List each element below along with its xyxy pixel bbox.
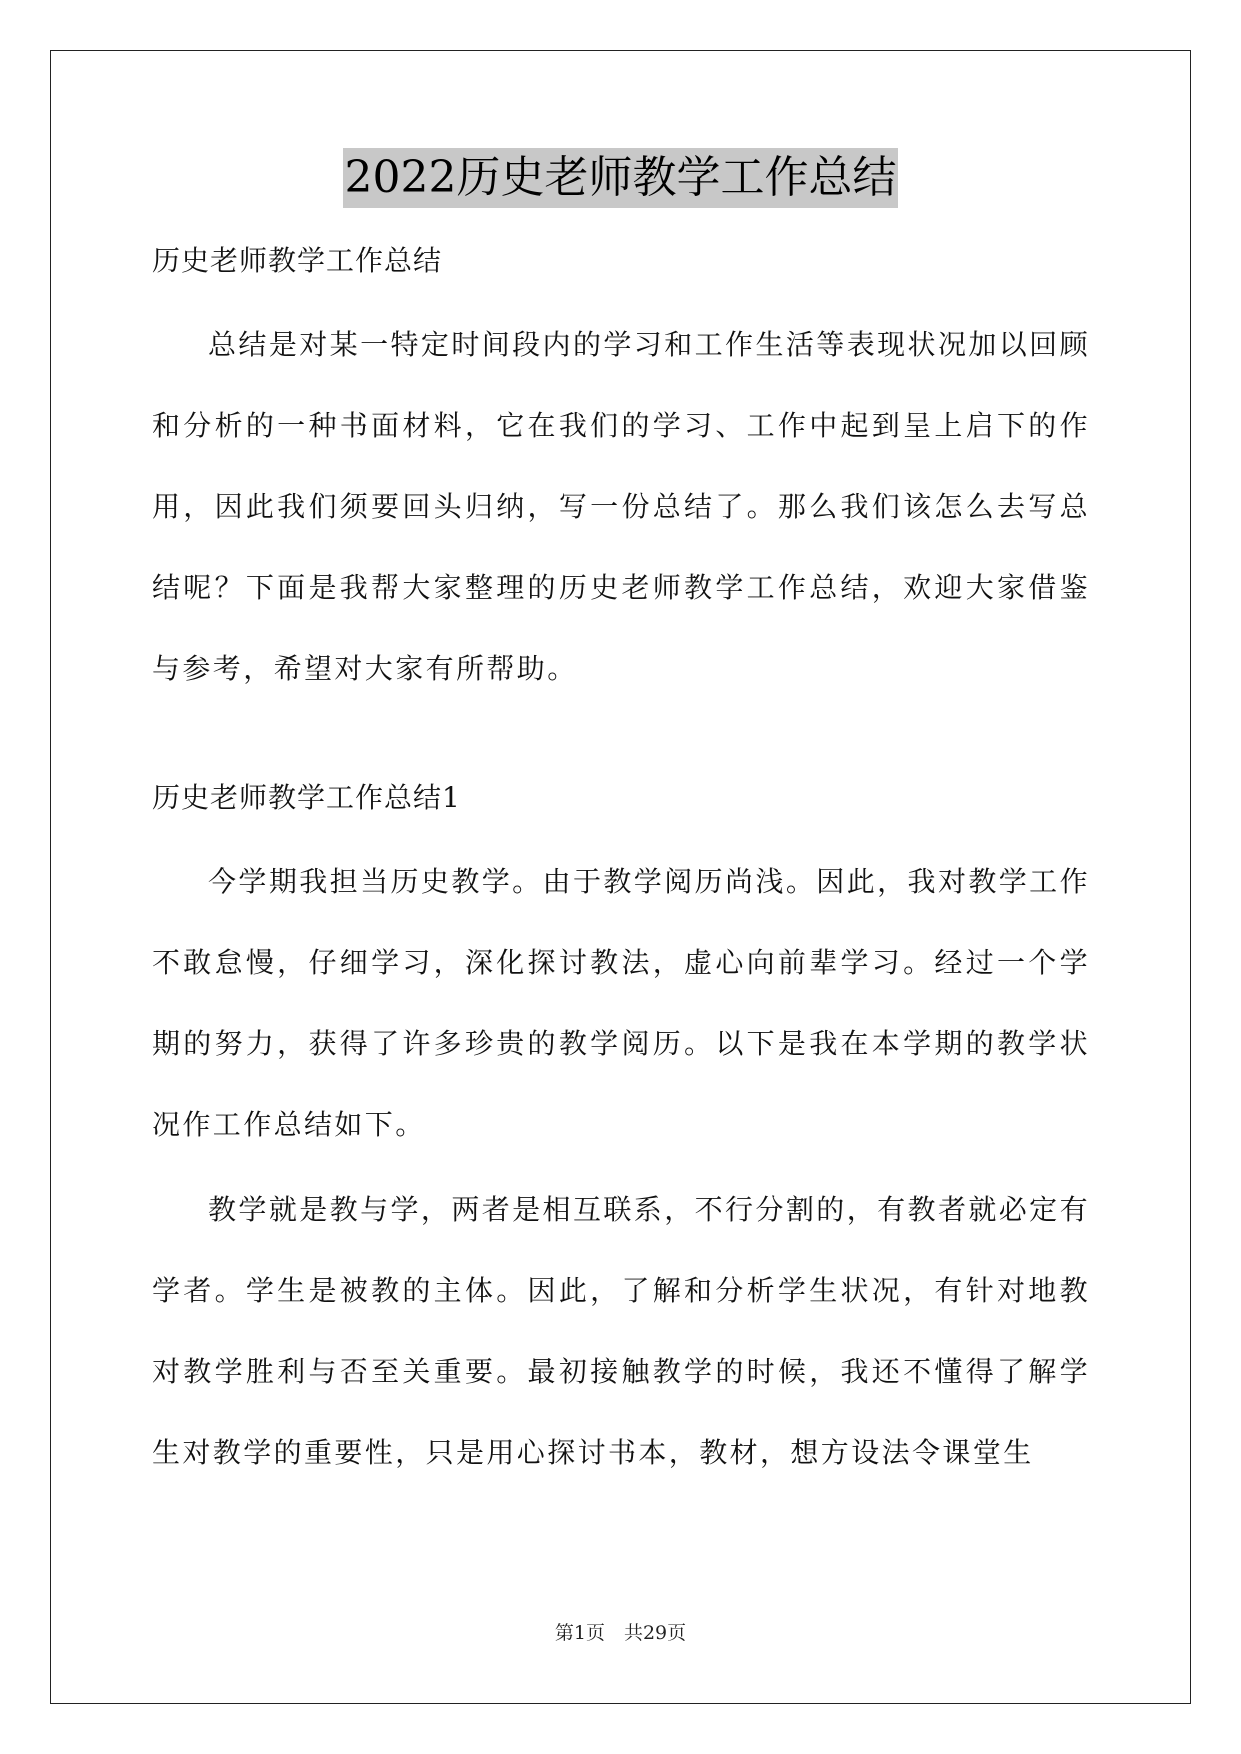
title-container bbox=[0, 148, 1241, 208]
page-footer: 第1页 共29页 bbox=[554, 1622, 687, 1644]
section-heading: 历史老师教学工作总结1 bbox=[152, 781, 461, 814]
document-body bbox=[152, 228, 1090, 1493]
paragraph: 教学就是教与学，两者是相互联系，不行分割的，有教者就必定有学者。学生是被教的主体。因此，了解和分析学生状况，有针对地教对教学胜利与否至关重要。最初接触教学的时候，我还不懂得了解学生对教学的重要性，只是用心探讨书本，教材，想方设法令课堂生 bbox=[152, 1193, 1090, 1469]
document-title: 2022历史老师教学工作总结 bbox=[343, 148, 899, 208]
paragraph: 总结是对某一特定时间段内的学习和工作生活等表现状况加以回顾和分析的一种书面材料，它在我们的学习、工作中起到呈上启下的作用，因此我们须要回头归纳，写一份总结了。那么我们该怎么去写总结呢？下面是我帮大家整理的历史老师教学工作总结，欢迎大家借鉴与参考，希望对大家有所帮助。 bbox=[152, 328, 1090, 685]
paragraph: 今学期我担当历史教学。由于教学阅历尚浅。因此，我对教学工作不敢怠慢，仔细学习，深化探讨教法，虚心向前辈学习。经过一个学期的努力，获得了许多珍贵的教学阅历。以下是我在本学期的教学状况作工作总结如下。 bbox=[152, 865, 1090, 1141]
section-heading: 历史老师教学工作总结 bbox=[152, 244, 443, 277]
